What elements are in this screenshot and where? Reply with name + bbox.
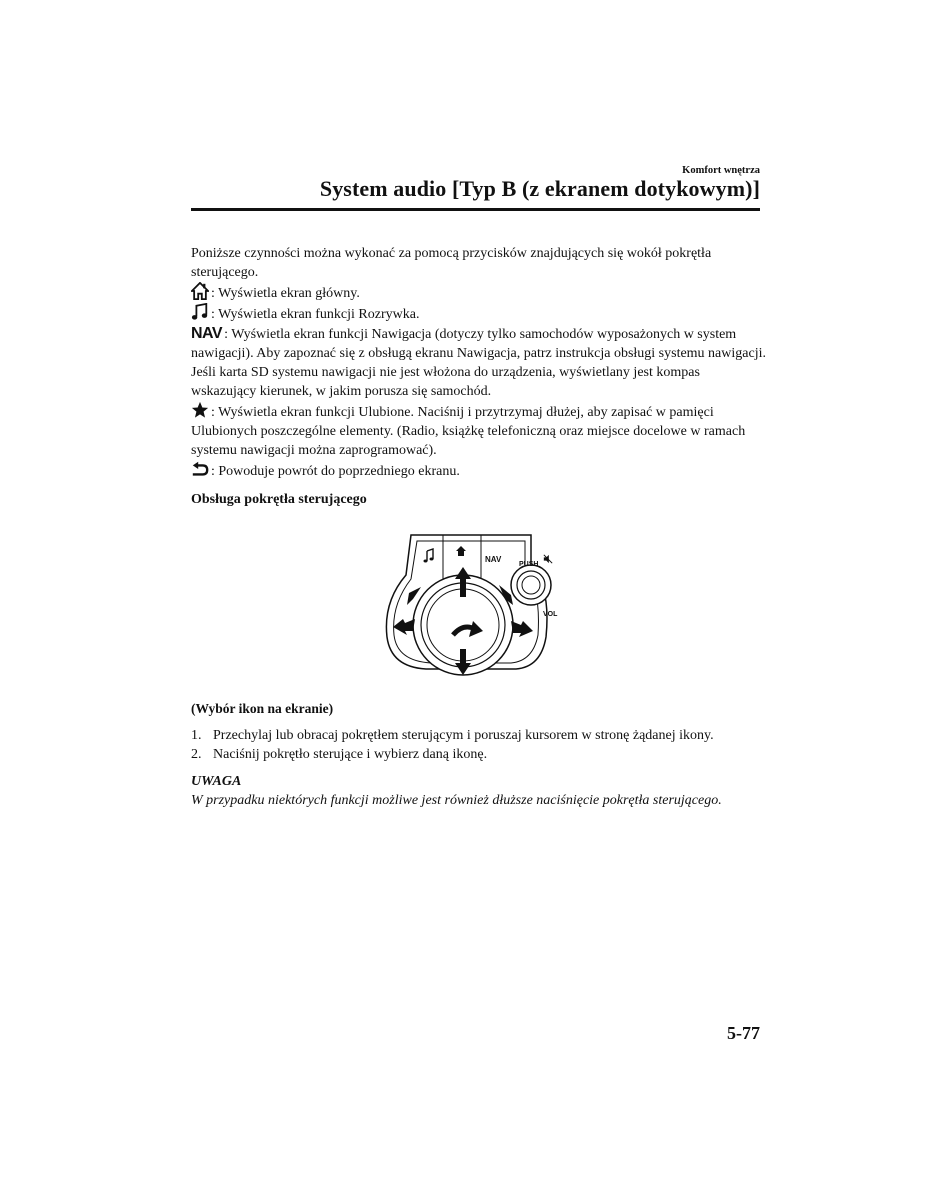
note-heading: UWAGA	[191, 774, 242, 789]
step-number: 2.	[191, 747, 202, 762]
music-note-icon	[191, 303, 209, 321]
step-text: Naciśnij pokrętło sterujące i wybierz daną ikonę.	[213, 747, 488, 762]
intro-text: Poniższe czynności można wykonać za pomocą przycisków znajdujących się wokół pokrętła sterującego.	[191, 246, 712, 280]
star-icon	[191, 401, 209, 419]
step-number: 1.	[191, 728, 202, 743]
button-desc-back: : Powoduje powrót do poprzedniego ekranu.	[211, 464, 460, 479]
button-item-favorites	[191, 401, 766, 460]
button-desc-home: : Wyświetla ekran główny.	[211, 286, 360, 301]
note-text: W przypadku niektórych funkcji możliwe jest również dłuższe naciśnięcie pokrętła sterującego.	[191, 793, 722, 808]
mute-icon	[543, 554, 553, 564]
title-rule	[191, 208, 760, 211]
back-arrow-icon	[191, 460, 209, 478]
nav-icon: NAV	[191, 325, 223, 342]
subheading: Obsługa pokrętła sterującego	[191, 492, 367, 507]
fig-label-push: PUSH	[519, 561, 539, 568]
button-desc-favorites: : Wyświetla ekran funkcji Ulubione. Naciśnij i przytrzymaj dłużej, aby zapisać w pamięci Ulubionych poszczególne elementy. (Radio, książkę telefoniczną oraz miejsce docelowe w ramach systemu nawigacji można zaprogramować).	[191, 405, 746, 458]
step-text: Przechylaj lub obracaj pokrętłem sterującym i poruszaj kursorem w stronę żądanej ikony.	[213, 728, 714, 743]
page-title: System audio [Typ B (z ekranem dotykowym)]	[319, 176, 760, 201]
button-desc-nav: : Wyświetla ekran funkcji Nawigacja (dotyczy tylko samochodów wyposażonych w system nawigacji). Aby zapoznać się z obsługą ekranu Nawigacja, patrz instrukcja obsługi systemu nawigacji. Jeśli karta SD systemu nawigacji nie jest włożona do urządzenia, wyświetlany jest kompas wskazujący kierunek, w jakim porusza się samochód.	[191, 327, 766, 399]
button-item-back	[191, 460, 766, 481]
steps-list	[191, 726, 766, 764]
page-number: 5-77	[727, 1023, 760, 1043]
content	[191, 244, 766, 810]
selection-heading: (Wybór ikon na ekranie)	[191, 701, 334, 716]
fig-label-nav: NAV	[485, 555, 502, 564]
button-item-home	[191, 282, 766, 303]
button-item-music	[191, 303, 766, 324]
home-icon	[191, 282, 209, 300]
controller-figure	[381, 527, 571, 687]
fig-label-vol: VOL	[543, 611, 558, 618]
button-desc-music: : Wyświetla ekran funkcji Rozrywka.	[211, 307, 420, 322]
step-item	[191, 745, 766, 764]
section-label: Komfort wnętrza	[682, 165, 760, 176]
step-item	[191, 726, 766, 745]
button-item-nav	[191, 324, 766, 401]
